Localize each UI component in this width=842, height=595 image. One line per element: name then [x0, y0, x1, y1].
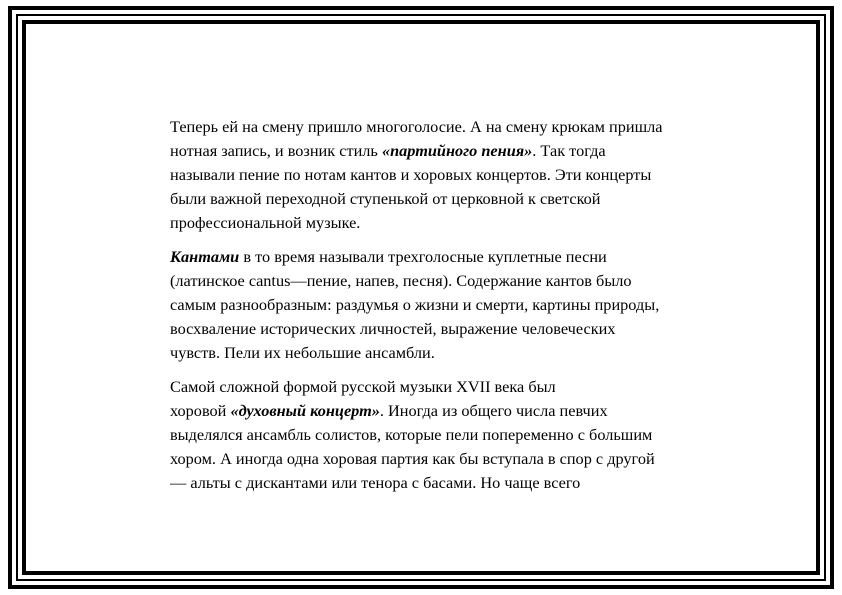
slide-text: [170, 115, 730, 505]
text-run: нотная запись, и возник стиль: [170, 141, 382, 160]
text-run: чувств. Пели их небольшие ансамбли.: [170, 343, 435, 362]
text-line: [170, 211, 730, 235]
text-run: Самой сложной формой русской музыки XVII века был: [170, 377, 556, 396]
text-line: [170, 471, 730, 495]
text-line: [170, 139, 730, 163]
text-run: (латинское cantus—пение, напев, песня). Содержание кантов было: [170, 271, 632, 290]
text-run: выделялся ансамбль солистов, которые пели попеременно с большим: [170, 425, 653, 444]
text-line: [170, 341, 730, 365]
paragraph: [170, 245, 730, 365]
text-run: — альты с дискантами или тенора с басами. Но чаще всего: [170, 473, 581, 492]
text-run: самым разнообразным: раздумья о жизни и смерти, картины природы,: [170, 295, 660, 314]
text-line: [170, 115, 730, 139]
text-run: профессиональной музыке.: [170, 213, 361, 232]
text-line: [170, 245, 730, 269]
text-line: [170, 269, 730, 293]
text-line: [170, 447, 730, 471]
text-line: [170, 317, 730, 341]
text-line: [170, 423, 730, 447]
text-run: Теперь ей на смену пришло многоголосие. А на смену крюкам пришла: [170, 117, 663, 136]
text-run: . Иногда из общего числа певчих: [379, 401, 608, 420]
paragraph: [170, 375, 730, 495]
text-run: . Так тогда: [532, 141, 606, 160]
text-run: были важной переходной ступенькой от церковной к светской: [170, 189, 601, 208]
text-run: хоровой: [170, 401, 231, 420]
text-line: [170, 163, 730, 187]
paragraph: [170, 115, 730, 235]
emphasized-term: Кантами: [170, 247, 240, 266]
text-line: [170, 293, 730, 317]
text-line: [170, 375, 730, 399]
text-run: восхваление исторических личностей, выражение человеческих: [170, 319, 616, 338]
emphasized-term: «духовный концерт»: [230, 401, 380, 420]
text-run: хором. А иногда одна хоровая партия как бы вступала в спор с другой: [170, 449, 655, 468]
emphasized-term: «партийного пения»: [381, 141, 533, 160]
text-run: называли пение по нотам кантов и хоровых концертов. Эти концерты: [170, 165, 652, 184]
text-line: [170, 187, 730, 211]
text-line: [170, 399, 730, 423]
text-run: в то время называли трехголосные куплетные песни: [239, 247, 607, 266]
